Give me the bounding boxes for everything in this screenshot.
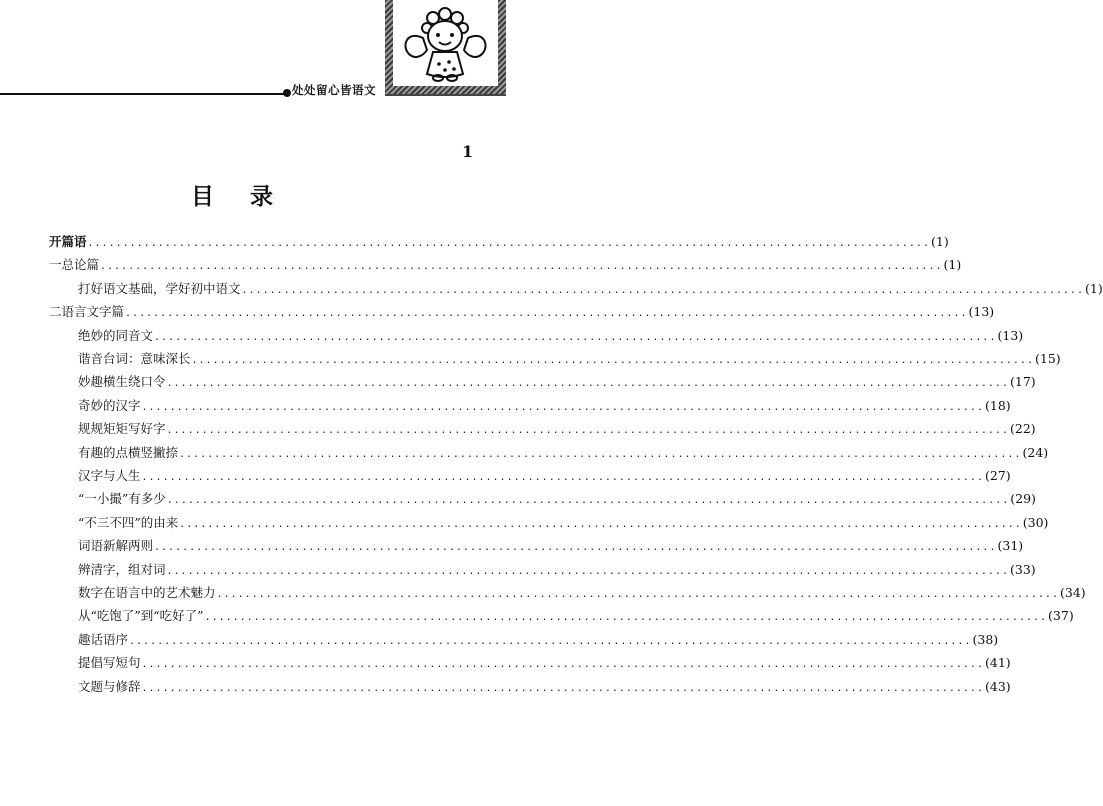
toc-entry-page: (43) — [984, 678, 1011, 694]
toc-entry — [78, 677, 1011, 699]
toc-entry-page: (18) — [984, 397, 1011, 413]
header-rule — [0, 93, 286, 95]
toc-entry-label: 规规矩矩写好字 — [78, 421, 166, 437]
angel-decoration-frame — [385, 0, 506, 94]
toc-entry — [78, 560, 1036, 582]
toc-entry — [78, 630, 999, 652]
toc-entry-label: 总论篇 — [61, 257, 100, 273]
toc-entry — [78, 606, 1074, 628]
toc-entry-label: 奇妙的汉字 — [78, 397, 141, 413]
toc-entry — [78, 536, 1024, 558]
toc-entry-page: (41) — [984, 655, 1011, 671]
toc-entry-label: 从“吃饱了”到“吃好了” — [78, 608, 204, 624]
toc-entry-label: 数字在语言中的艺术魅力 — [78, 585, 216, 600]
toc-dot-leader: ........................................................................................................................ — [125, 308, 968, 320]
toc-entry-page: (13) — [968, 304, 995, 320]
toc-entry-label: 提倡写短句 — [78, 655, 141, 671]
toc-entry-page: (37) — [1048, 608, 1074, 624]
toc-entry-page: (15) — [1034, 351, 1061, 366]
toc-entry — [78, 583, 1086, 605]
toc-entry-page: (13) — [997, 327, 1024, 343]
toc-dot-leader: ........................................................................................................................ — [154, 331, 997, 343]
angel-illustration — [393, 0, 498, 86]
toc-entry-page: (27) — [984, 468, 1011, 483]
toc-dot-leader: ........................................................................................................................ — [166, 565, 1009, 577]
toc-entry-number: 二 — [49, 304, 62, 320]
toc-dot-leader: ........................................................................................................................ — [166, 425, 1009, 437]
toc-entry-number: 一 — [49, 257, 62, 273]
toc-entry-page: (17) — [1009, 374, 1036, 390]
toc-dot-leader: ........................................................................................................................ — [204, 612, 1048, 624]
toc-entry — [78, 419, 1036, 441]
toc-entry — [78, 326, 1024, 348]
toc-entry-label: 汉字与人生 — [78, 468, 141, 483]
toc-entry — [49, 232, 949, 254]
toc-dot-leader: ........................................................................................................................ — [141, 472, 984, 483]
toc-entry-page: (30) — [1022, 514, 1049, 530]
toc-dot-leader: ........................................................................................................................ — [87, 238, 930, 249]
toc-entry-label: 趣话语序 — [78, 631, 129, 647]
toc-entry — [78, 466, 1011, 488]
toc-dot-leader: ........................................................................................................................ — [141, 659, 984, 671]
toc-entry-page: (22) — [1009, 421, 1036, 437]
toc-dot-leader: ........................................................................................................................ — [179, 448, 1022, 460]
toc-dot-leader: ........................................................................................................................ — [179, 518, 1022, 530]
toc-entry — [78, 513, 1049, 535]
toc-entry-label: “不三不四”的由来 — [78, 514, 179, 530]
toc-entry-label: 打好语文基础，学好初中语文 — [78, 280, 241, 296]
toc-entry-page: (34) — [1059, 585, 1086, 600]
toc-entry — [78, 396, 1011, 418]
toc-entry — [78, 653, 1011, 675]
toc-entry — [78, 489, 1036, 511]
toc-entry — [78, 349, 1061, 371]
toc-entry-page: (33) — [1009, 561, 1036, 577]
toc-entry-label: 有趣的点横竖撇捺 — [78, 444, 179, 460]
toc-entry-label: 谐音台词：意味深长 — [78, 351, 191, 366]
toc-dot-leader: ........................................................................................................................ — [241, 284, 1084, 296]
toc-dot-leader: ........................................................................................................................ — [141, 682, 984, 694]
running-header-title: 处处留心皆语文 — [292, 83, 376, 97]
toc-dot-leader: ........................................................................................................................ — [154, 542, 997, 554]
toc-dot-leader: ........................................................................................................................ — [100, 261, 943, 273]
toc-dot-leader: ........................................................................................................................ — [216, 589, 1059, 600]
header-bullet-dot — [283, 89, 291, 97]
toc-entry — [78, 372, 1036, 394]
toc-entry-page: (38) — [972, 631, 999, 647]
toc-entry-label: 语言文字篇 — [61, 304, 125, 320]
toc-entry-label: 词语新解两则 — [78, 538, 154, 554]
toc-title: 目录 — [191, 184, 309, 210]
toc-entry-label: 文题与修辞 — [78, 678, 141, 694]
toc-dot-leader: ........................................................................................................................ — [191, 355, 1034, 366]
toc-entry-page: (29) — [1010, 491, 1036, 507]
toc-dot-leader: ........................................................................................................................ — [129, 635, 972, 647]
toc-entry-page: (31) — [997, 538, 1024, 554]
toc-entry — [49, 302, 995, 324]
toc-dot-leader: ........................................................................................................................ — [166, 495, 1010, 507]
toc-entry — [78, 443, 1049, 465]
toc-entry-label: 辨清字，组对词 — [78, 561, 166, 577]
page-number: 1 — [462, 142, 474, 161]
toc-entry-label: 开篇语 — [49, 234, 87, 249]
toc-dot-leader: ........................................................................................................................ — [141, 401, 984, 413]
toc-entry-label: “一小撮”有多少 — [78, 491, 166, 507]
toc-entry — [49, 255, 962, 277]
toc-entry-label: 妙趣横生绕口令 — [78, 374, 166, 390]
angel-icon — [393, 0, 498, 86]
toc-entry-page: (1) — [943, 257, 962, 273]
toc-entry-page: (24) — [1022, 444, 1049, 460]
toc-dot-leader: ........................................................................................................................ — [166, 378, 1009, 390]
toc-entry-page: (1) — [930, 234, 949, 249]
toc-entry-page: (1) — [1084, 280, 1103, 296]
toc-entry-label: 绝妙的同音文 — [78, 327, 154, 343]
toc-entry — [78, 279, 1103, 301]
